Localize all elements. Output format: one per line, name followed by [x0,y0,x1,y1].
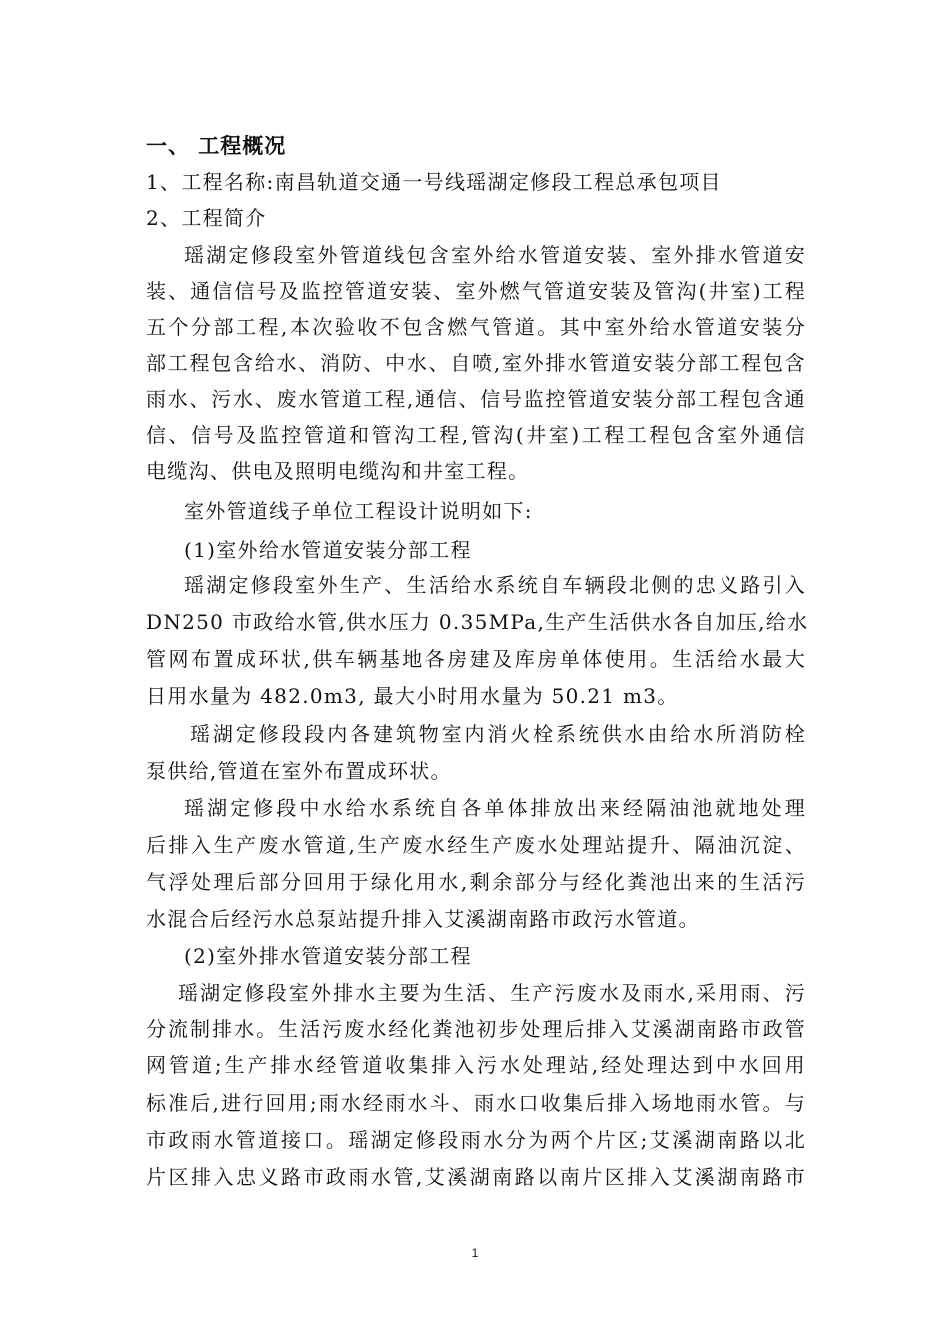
paragraph-line: 分流制排水。生活污废水经化粪池初步处理后排入艾溪湖南路市政管 [146,1017,806,1041]
paragraph-line: 标准后,进行回用;雨水经雨水斗、雨水口收集后排入场地雨水管。与 [146,1091,806,1115]
section-heading: 一、 工程概况 [146,134,287,158]
paragraph-line: DN250 市政给水管,供水压力 0.35MPa,生产生活供水各自加压,给水 [146,610,809,634]
paragraph-line: 日用水量为 482.0m3, 最大小时用水量为 50.21 m3。 [146,684,679,708]
paragraph-line: 水混合后经污水总泵站提升排入艾溪湖南路市政污水管道。 [146,907,700,931]
paragraph-line: 气浮处理后部分回用于绿化用水,剩余部分与经化粪池出来的生活污 [146,870,806,894]
paragraph-line: 瑶湖定修段室外生产、生活给水系统自车辆段北侧的忠义路引入 [184,573,806,597]
paragraph-line: 部工程包含给水、消防、中水、自喷,室外排水管道安装分部工程包含 [146,351,806,375]
paragraph-line: 管网布置成环状,供车辆基地各房建及库房单体使用。生活给水最大 [146,647,806,671]
paragraph-line: 泵供给,管道在室外布置成环状。 [146,759,452,783]
design-note-line: 室外管道线子单位工程设计说明如下: [184,499,533,523]
subsection-title-water-supply: (1)室外给水管道安装分部工程 [184,538,472,562]
project-name-line: 1、工程名称:南昌轨道交通一号线瑶湖定修段工程总承包项目 [146,170,722,194]
paragraph-line: 网管道;生产排水经管道收集排入污水处理站,经处理达到中水回用 [146,1053,806,1077]
paragraph-line: 瑶湖定修段室外排水主要为生活、生产污废水及雨水,采用雨、污 [178,981,806,1005]
paragraph-line: 片区排入忠义路市政雨水管,艾溪湖南路以南片区排入艾溪湖南路市 [146,1165,806,1189]
paragraph-line: 瑶湖定修段段内各建筑物室内消火栓系统供水由给水所消防栓 [190,722,806,746]
paragraph-line: 信、信号及监控管道和管沟工程,管沟(井室)工程工程包含室外通信 [146,423,806,447]
page-number: 1 [471,1246,479,1260]
subsection-title-drainage: (2)室外排水管道安装分部工程 [184,944,472,968]
paragraph-line: 雨水、污水、废水管道工程,通信、信号监控管道安装分部工程包含通 [146,387,806,411]
paragraph-line: 电缆沟、供电及照明电缆沟和井室工程。 [146,459,530,483]
paragraph-line: 市政雨水管道接口。瑶湖定修段雨水分为两个片区;艾溪湖南路以北 [146,1128,806,1152]
paragraph-line: 五个分部工程,本次验收不包含燃气管道。其中室外给水管道安装分 [146,315,806,339]
paragraph-line: 瑶湖定修段中水给水系统自各单体排放出来经隔油池就地处理 [184,796,806,820]
paragraph-line: 瑶湖定修段室外管道线包含室外给水管道安装、室外排水管道安 [184,243,806,267]
paragraph-line: 后排入生产废水管道,生产废水经生产废水处理站提升、隔油沉淀、 [146,833,806,857]
paragraph-line: 装、通信信号及监控管道安装、室外燃气管道安装及管沟(井室)工程 [146,279,806,303]
project-intro-title: 2、工程简介 [146,206,267,230]
